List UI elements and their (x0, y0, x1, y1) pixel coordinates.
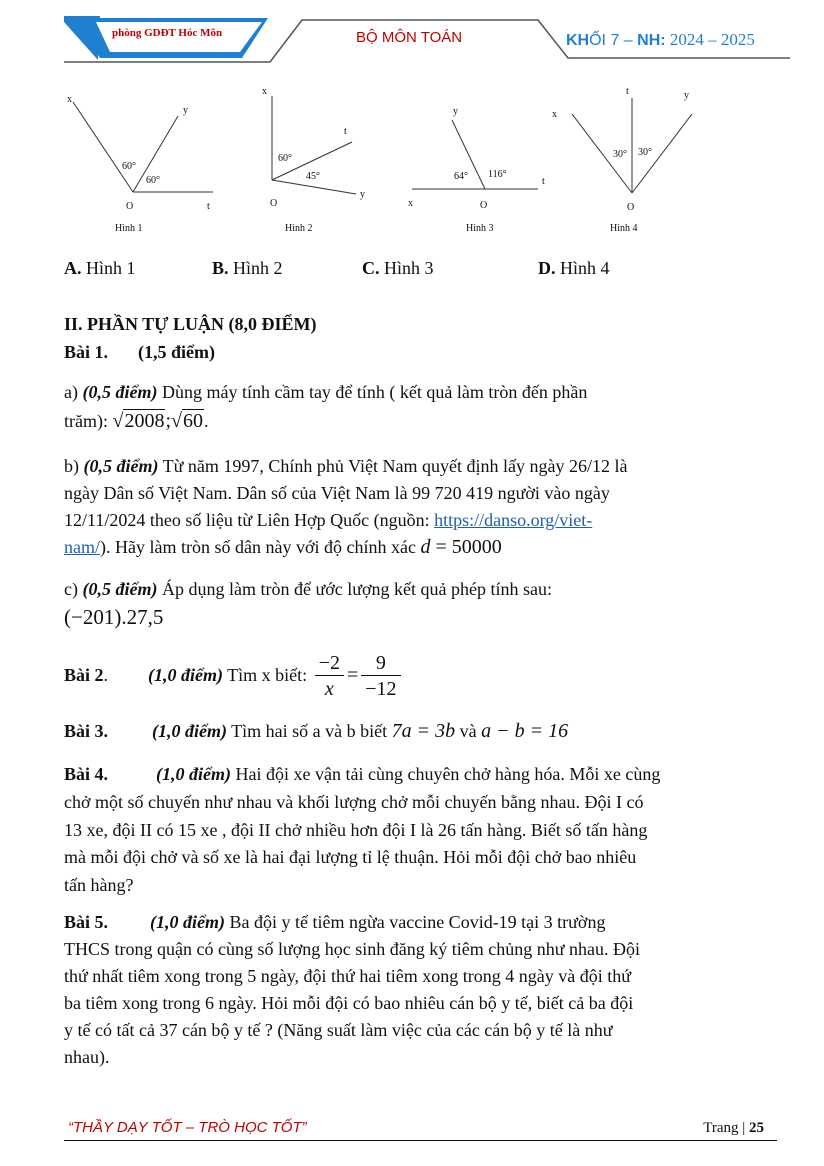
answer-b-letter: B. (212, 258, 229, 278)
equation-1: 7a = 3b (391, 720, 456, 742)
bai1-points: (1,5 điểm) (138, 342, 215, 362)
grade-prefix: KH (566, 32, 590, 49)
bai1-c-prefix: c) (64, 579, 83, 599)
footer-motto: “THẦY DẠY TỐT – TRÒ HỌC TỐT” (68, 1119, 307, 1136)
fig3-label-o: O (480, 200, 488, 211)
answer-c (362, 258, 434, 279)
fig1-angle-2: 60° (146, 175, 160, 186)
fraction-right-numerator: 9 (361, 651, 400, 676)
fig2-angle-1: 60° (278, 153, 292, 164)
sqrt-2008-radicand: 2008 (124, 410, 165, 432)
fig4-caption: Hình 4 (610, 223, 638, 234)
figure-4 (552, 86, 692, 234)
fraction-left-denominator: x (324, 678, 334, 701)
bai1-a-prefix: a) (64, 382, 83, 402)
bai4-label: Bài 4. (64, 764, 109, 784)
fraction-left-numerator: −2 (315, 651, 344, 676)
answer-d-letter: D. (538, 258, 556, 278)
fig1-label-t: t (207, 201, 210, 212)
bai3-points: (1,0 điểm) (152, 721, 227, 741)
fig3-label-t: t (542, 176, 545, 187)
fig2-label-x: x (262, 86, 267, 97)
bai1-b-line4 (64, 534, 502, 560)
answer-b-text: Hình 2 (228, 258, 283, 278)
bai1-b-line2: ngày Dân số Việt Nam. Dân số của Việt Nam là 99 720 419 người vào ngày (64, 483, 610, 503)
answer-c-letter: C. (362, 258, 380, 278)
bai1-a-text2: trăm): (64, 411, 113, 431)
year-prefix: NH: (637, 32, 666, 49)
footer-divider (64, 1140, 777, 1141)
bai5-line5: y tế có tất cả 37 cán bộ y tế ? (Năng suất làm việc của các cán bộ y tế là như (64, 1020, 613, 1040)
bai5-text1: Ba đội y tế tiêm ngừa vaccine Covid-19 tại 3 trường (225, 912, 606, 932)
fig3-label-y: y (453, 106, 458, 117)
bai4-line2: chở một số chuyến như nhau và khối lượng chở mỗi chuyến bằng nhau. Đội I có (64, 792, 644, 812)
bai5-line6: nhau). (64, 1047, 110, 1067)
bai5-line4: ba tiêm xong trong 6 ngày. Hỏi mỗi đội có bao nhiêu cán bộ y tế, biết cả ba đội (64, 993, 634, 1013)
bai1-a-end: . (204, 411, 209, 431)
bai4-line1 (64, 761, 660, 787)
fig3-label-x: x (408, 198, 413, 209)
bai1-heading (64, 339, 215, 365)
bai1-a-text: Dùng máy tính cầm tay để tính ( kết quả làm tròn đến phần (157, 382, 588, 402)
fig4-label-t: t (626, 86, 629, 97)
bai4-line3: 13 xe, đội II có 15 xe , đội II chở nhiều hơn đội I là 26 tấn hàng. Biết số tấn hàng (64, 820, 648, 840)
bai1-b-line3 (64, 507, 592, 533)
sqrt-separator: ; (165, 410, 172, 432)
fig1-label-o: O (126, 201, 134, 212)
page-number-value: 25 (749, 1120, 764, 1136)
fig1-angle-1: 60° (122, 161, 136, 172)
bai3 (64, 718, 568, 744)
answer-a-letter: A. (64, 258, 82, 278)
fig1-caption: Hình 1 (115, 223, 143, 234)
bai2-points: (1,0 điểm) (148, 665, 223, 685)
bai4-line5: tấn hàng? (64, 875, 134, 895)
fig2-caption: Hình 2 (285, 223, 313, 234)
answer-d-text: Hình 4 (555, 258, 610, 278)
figure-3 (408, 106, 545, 234)
bai3-label: Bài 3. (64, 721, 109, 741)
bai4-text1: Hai đội xe vận tải cùng chuyên chở hàng hóa. Mỗi xe cùng (231, 764, 661, 784)
bai5-line3: thứ nhất tiêm xong trong 5 ngày, đội thứ hai tiêm xong trong 4 ngày và đội thứ (64, 966, 632, 986)
bai1-b-prefix: b) (64, 456, 84, 476)
precision-value: = 50000 (430, 536, 502, 558)
bai1-b-text3: 12/11/2024 theo số liệu từ Liên Hợp Quốc (nguồn: (64, 510, 435, 530)
answer-c-text: Hình 3 (379, 258, 434, 278)
bai2-text: Tìm x biết: (223, 665, 312, 685)
sqrt-60: √60 (171, 410, 204, 432)
bai1-c-points: (0,5 điểm) (82, 579, 158, 599)
subject-title: BỘ MÔN TOÁN (356, 29, 463, 46)
figure-1 (67, 94, 213, 234)
fig4-label-o: O (627, 202, 635, 213)
page-number (703, 1120, 764, 1137)
fig2-label-y: y (360, 189, 365, 200)
fraction-left (315, 651, 344, 702)
bai3-text: Tìm hai số a và b biết (227, 721, 392, 741)
answer-a (64, 258, 136, 279)
school-year: 2024 – 2025 (665, 30, 755, 49)
bai2 (64, 648, 404, 702)
sqrt-60-radicand: 60 (183, 410, 204, 432)
bai5-line1 (64, 909, 605, 935)
bai5-line2: THCS trong quận có cùng số lượng học sinh đăng ký tiêm chủng như nhau. Đội (64, 939, 640, 959)
bai1-b-text4: ). Hãy làm tròn số dân này với độ chính xác (100, 537, 421, 557)
grade-rest: ỐI 7 – (589, 32, 638, 49)
bai5-label: Bài 5. (64, 912, 109, 932)
fig3-angle-1: 64° (454, 171, 468, 182)
figure-2 (262, 86, 365, 234)
grade-year (566, 30, 755, 50)
bai1-b-line1 (64, 453, 627, 479)
sqrt-2008: √2008 (112, 410, 165, 432)
fig3-caption: Hình 3 (466, 223, 494, 234)
bai1-a-points: (0,5 điểm) (82, 382, 158, 402)
precision-variable: d (420, 536, 431, 558)
bai4-line4: mà mỗi đội chở và số xe là hai đại lượng tỉ lệ thuận. Hỏi mỗi đội chở bao nhiêu (64, 847, 637, 867)
fraction-right-denominator: −12 (365, 678, 397, 701)
bai3-and: và (455, 721, 482, 741)
fig1-label-x: x (67, 94, 72, 105)
bai1-a-line2 (64, 408, 209, 434)
fig4-label-x: x (552, 109, 557, 120)
fig2-label-t: t (344, 126, 347, 137)
bai1-label: Bài 1. (64, 342, 109, 362)
answer-d (538, 258, 610, 279)
bai5-points: (1,0 điểm) (150, 912, 225, 932)
fig1-label-y: y (183, 105, 188, 116)
page-label: Trang | (703, 1120, 749, 1136)
fig4-angle-1: 30° (613, 149, 627, 160)
fig4-label-y: y (684, 90, 689, 101)
fig4-angle-2: 30° (638, 147, 652, 158)
bai1-b-points: (0,5 điểm) (83, 456, 159, 476)
bai1-b-text1: Từ năm 1997, Chính phủ Việt Nam quyết định lấy ngày 26/12 là (158, 456, 628, 476)
bai1-c-line1 (64, 576, 552, 602)
equation-2: a − b = 16 (481, 720, 569, 742)
bai2-dot: . (103, 665, 109, 685)
bai1-c-expression: (−201).27,5 (64, 605, 164, 629)
answer-a-text: Hình 1 (81, 258, 136, 278)
section-title: II. PHẦN TỰ LUẬN (8,0 ĐIỂM) (64, 314, 317, 334)
bai2-label: Bài 2 (64, 665, 104, 685)
source-link[interactable]: https://danso.org/viet- (434, 510, 593, 530)
fig2-angle-2: 45° (306, 171, 320, 182)
bai4-points: (1,0 điểm) (156, 764, 231, 784)
fraction-right (361, 651, 400, 702)
school-name: phòng GDĐT Hóc Môn (112, 27, 223, 39)
fig2-label-o: O (270, 198, 278, 209)
bai1-a-line1 (64, 379, 587, 405)
bai1-c-text: Áp dụng làm tròn để ước lượng kết quả phép tính sau: (157, 579, 552, 599)
fig3-angle-2: 116° (488, 169, 507, 180)
source-link-continued[interactable]: nam/ (64, 537, 100, 557)
answer-b (212, 258, 283, 279)
angle-figures (60, 80, 720, 240)
equals-sign: = (346, 664, 359, 686)
